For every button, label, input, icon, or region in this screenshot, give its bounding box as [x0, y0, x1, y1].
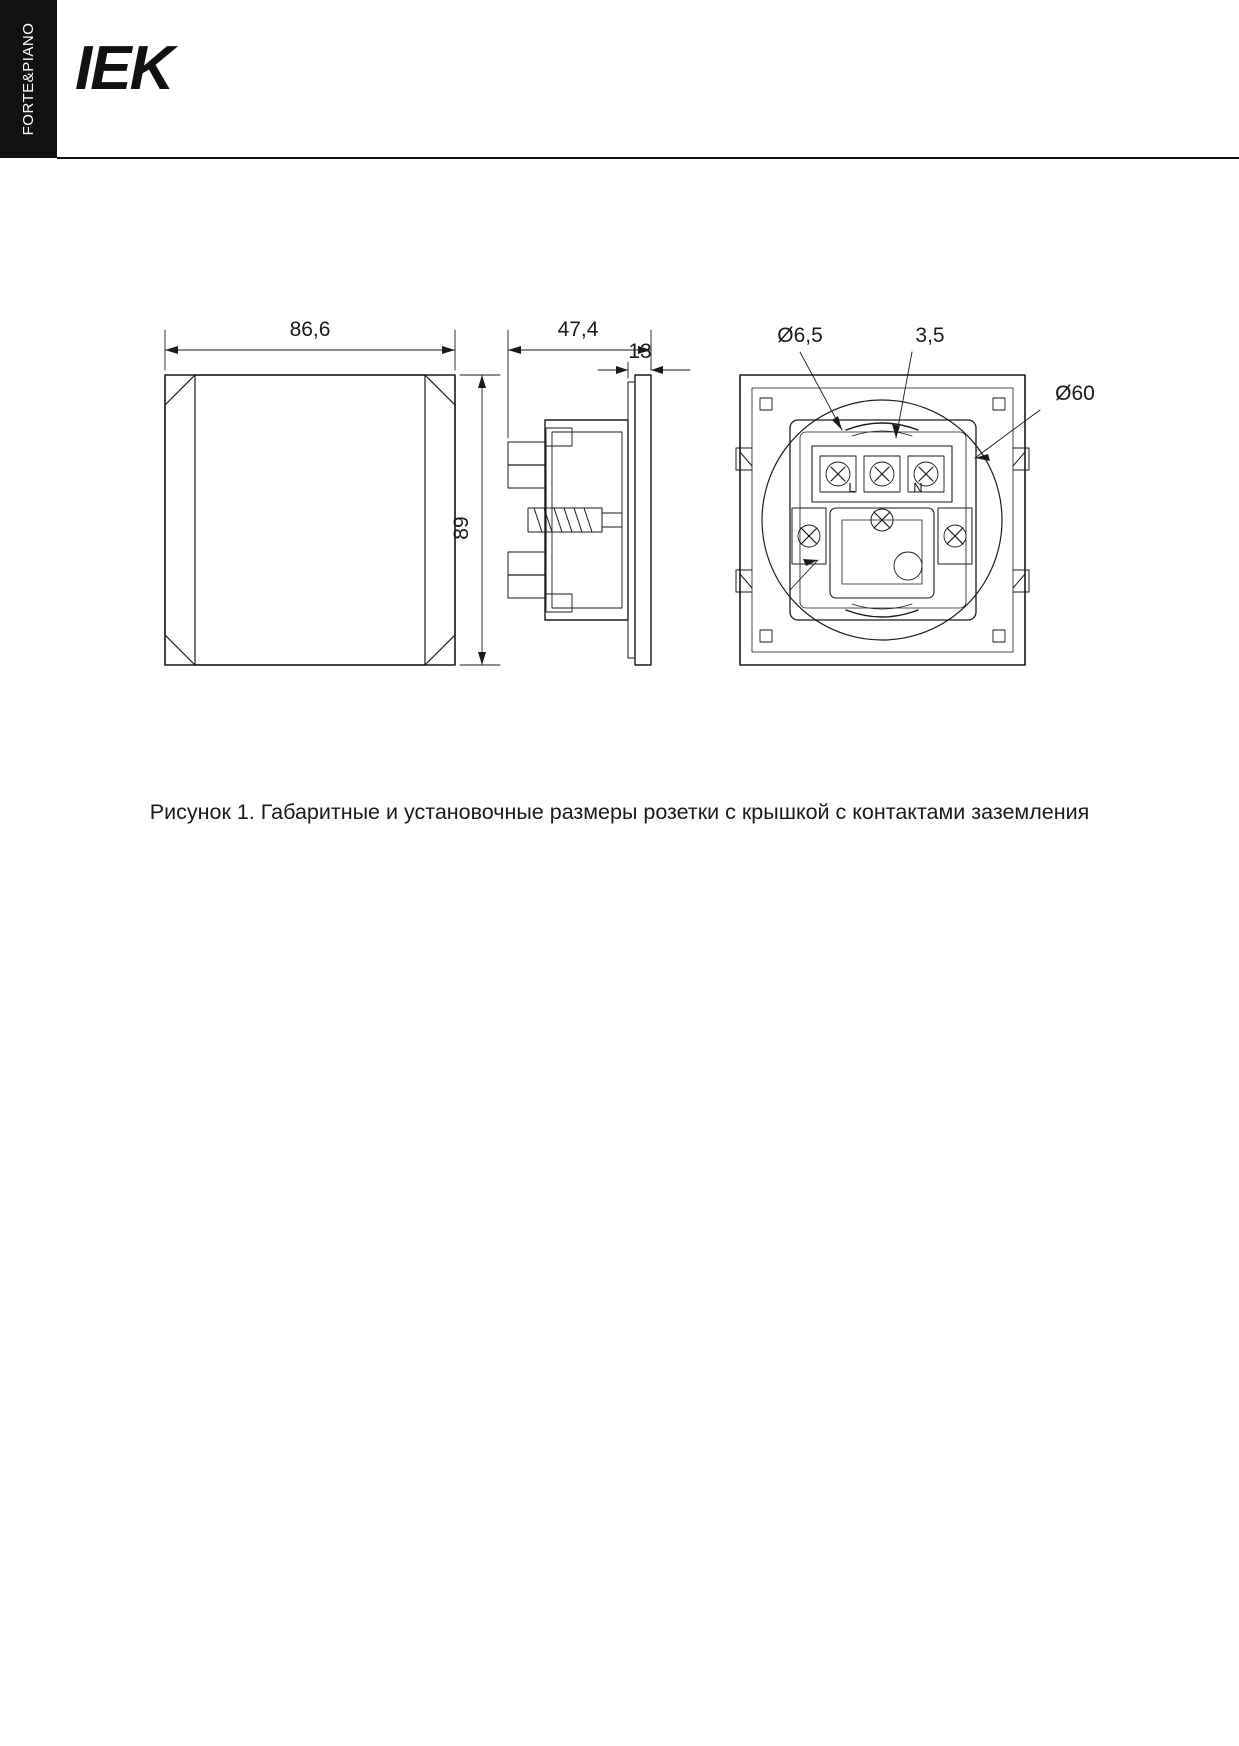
dimension-text-frame-thickness: 13: [628, 340, 652, 363]
brand-vertical-label: FORTE&PIANO: [20, 22, 37, 136]
header-divider: [57, 157, 1239, 159]
dimension-text-hole-diameter: Ø6,5: [777, 324, 823, 347]
terminal-label-line: L: [848, 480, 856, 495]
logo-text: IEK: [75, 34, 173, 103]
brand-block: [0, 0, 57, 158]
side-view: [508, 375, 651, 665]
iek-logo: [75, 34, 195, 103]
front-view: [165, 375, 455, 665]
dimension-text-height: 89: [450, 516, 473, 540]
rear-view: [736, 375, 1029, 665]
figure-drawing: [0, 270, 1239, 690]
terminal-label-neutral: N: [913, 480, 923, 495]
dimension-text-plate-thickness: 3,5: [915, 324, 945, 347]
technical-drawing: [0, 270, 1239, 690]
dimension-text-width: 86,6: [289, 318, 331, 341]
figure-caption: Рисунок 1. Габаритные и установочные размеры розетки с крышкой с контактами заземления: [149, 800, 1090, 824]
dimension-text-depth: 47,4: [557, 318, 599, 341]
dimension-text-mount-diameter: Ø60: [1055, 382, 1095, 405]
